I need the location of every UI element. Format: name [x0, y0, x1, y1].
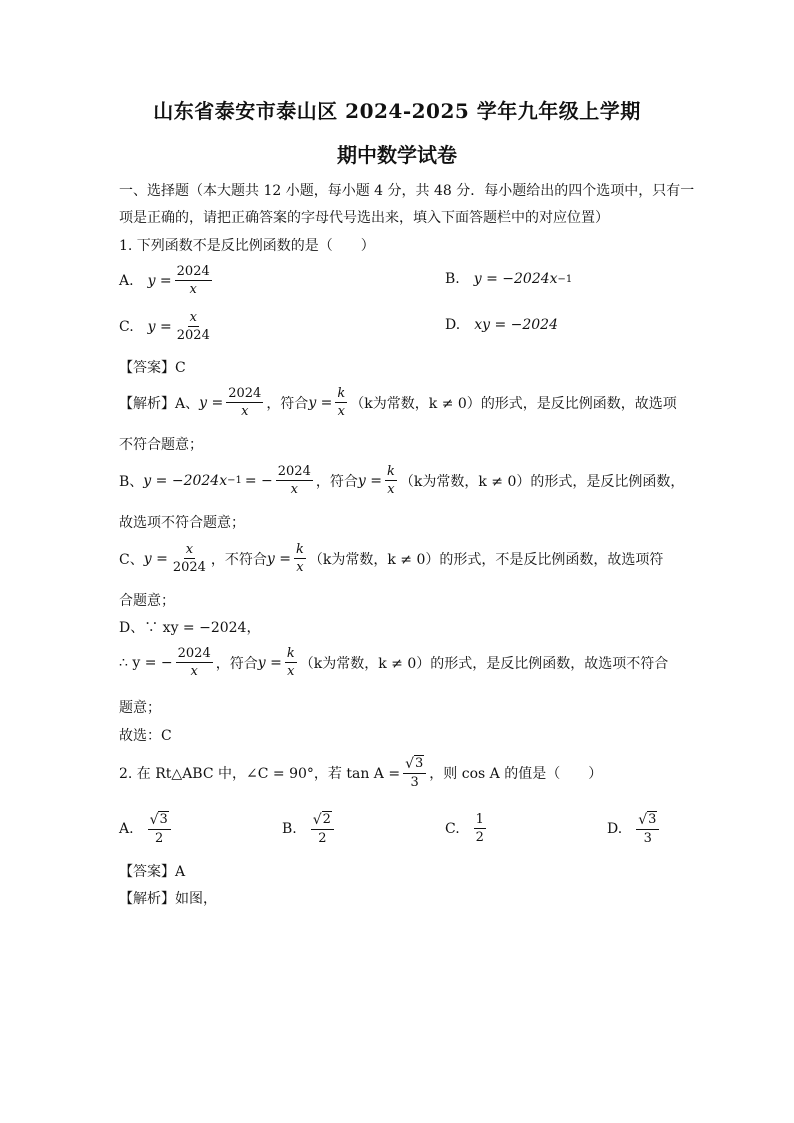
math-lhs: y = — [143, 550, 168, 567]
fraction — [175, 263, 212, 298]
exponent: −1 — [557, 273, 573, 285]
numerator — [403, 755, 426, 774]
q2-option-a — [119, 811, 174, 847]
numerator: k — [337, 386, 346, 401]
k-condition: （k为常数，k ≠ 0） — [399, 473, 531, 490]
radicand: 3 — [159, 812, 168, 827]
fraction — [285, 645, 297, 680]
stem-prefix: 2. 在 Rt△ABC 中，∠C = 90°，若 tan A = — [119, 766, 401, 782]
radicand: 3 — [648, 812, 657, 827]
sqrt-icon: √ — [405, 756, 415, 772]
fits-text: ，符合 — [266, 395, 309, 412]
numerator — [636, 811, 659, 830]
denominator: x — [337, 404, 346, 419]
denominator: 2 — [155, 831, 164, 846]
fraction — [636, 811, 659, 847]
option-label: B. — [445, 271, 460, 287]
q1-explanation-d: D、∵ xy = −2024， — [119, 620, 261, 636]
section-heading-line1: 一、选择题（本大题共 12 小题，每小题 4 分，共 48 分．每小题给出的四个选项中，只有一 — [119, 183, 695, 199]
math-lhs: y = — [147, 272, 172, 289]
sqrt — [150, 811, 169, 828]
fraction — [175, 309, 212, 344]
q2-answer: 【答案】A — [119, 864, 186, 880]
fraction — [474, 811, 486, 846]
math-expression: y = −2024x — [143, 472, 228, 489]
fits-text: ，符合 — [215, 655, 258, 672]
fraction — [311, 811, 334, 847]
math-lhs: ∴ y = − — [119, 654, 173, 671]
radicand: 2 — [322, 812, 331, 827]
denominator: x — [290, 482, 298, 497]
numerator — [311, 811, 334, 830]
denominator: 3 — [410, 775, 419, 790]
numerator: 2024 — [228, 386, 262, 401]
numerator: x — [189, 310, 197, 325]
k-condition: （k为常数，k ≠ 0） — [308, 551, 440, 568]
denominator: 3 — [643, 831, 652, 846]
denominator: x — [296, 560, 304, 575]
math-lhs: y = — [266, 550, 291, 567]
denominator: x — [190, 664, 198, 679]
numerator: k — [286, 646, 295, 661]
numerator: x — [185, 542, 194, 557]
q1-explanation-b — [119, 463, 684, 498]
denominator: 2024 — [172, 560, 206, 575]
q2-option-d — [607, 811, 662, 847]
conclusion-text: 的形式，是反比例函数，故选项 — [480, 395, 677, 412]
sqrt-icon: √ — [638, 812, 648, 828]
fraction — [294, 541, 306, 576]
option-label: A. — [119, 821, 134, 837]
stem-suffix: ，则 cos A 的值是（ ） — [429, 766, 603, 782]
math-lhs: y = — [199, 394, 224, 411]
math-lhs: y = — [147, 318, 172, 335]
math-equals: = − — [244, 472, 273, 489]
numerator: 2024 — [177, 646, 211, 661]
option-label: C. — [445, 820, 460, 837]
conclusion-text: 的形式，不是反比例函数，故选项符 — [439, 551, 664, 568]
denominator: x — [287, 664, 295, 679]
q1-option-d — [445, 317, 558, 333]
fraction — [385, 463, 397, 498]
fraction — [171, 541, 208, 576]
q2-option-c — [445, 811, 489, 846]
notfits-text: ，不符合 — [210, 551, 267, 568]
math-lhs: y = — [357, 472, 382, 489]
fraction — [335, 385, 347, 420]
item-prefix: B、 — [119, 473, 144, 490]
math-expression: xy = −2024 — [474, 317, 558, 333]
q2-stem — [119, 755, 602, 791]
exam-subtitle: 期中数学试卷 — [337, 143, 457, 167]
sqrt-icon: √ — [312, 812, 322, 828]
sqrt — [313, 811, 332, 828]
q1-explanation-c — [119, 541, 663, 576]
item-prefix: A、 — [175, 395, 200, 412]
q1-explanation-a — [119, 385, 677, 420]
fraction — [403, 755, 426, 791]
item-prefix: C、 — [119, 551, 144, 568]
sqrt — [405, 755, 424, 772]
q2-option-b — [282, 811, 337, 847]
k-condition: （k为常数，k ≠ 0） — [350, 395, 481, 412]
math-lhs: y = — [257, 654, 282, 671]
exam-title: 山东省泰安市泰山区 2024-2025 学年九年级上学期 — [153, 99, 641, 123]
q1-explanation-d-tail: 题意； — [119, 700, 161, 716]
q1-explanation-b-tail: 故选项不符合题意； — [119, 515, 245, 531]
denominator: 2024 — [176, 328, 210, 343]
denominator: x — [189, 282, 197, 297]
denominator: 2 — [318, 831, 327, 846]
math-expression: y = −2024x — [473, 271, 558, 287]
q1-option-b — [445, 271, 572, 287]
q1-explanation-a-tail: 不符合题意； — [119, 437, 203, 453]
sqrt-icon: √ — [149, 812, 159, 828]
fraction — [276, 463, 313, 498]
explanation-label: 【解析】 — [119, 395, 175, 412]
numerator: 1 — [475, 812, 484, 827]
q1-choice: 故选：C — [119, 728, 172, 744]
sqrt — [638, 811, 657, 828]
denominator: x — [387, 482, 395, 497]
section-heading-line2: 项是正确的，请把正确答案的字母代号选出来，填入下面答题栏中的对应位置） — [119, 210, 609, 226]
q1-option-c — [119, 309, 215, 344]
numerator: k — [296, 542, 304, 557]
option-label: D. — [607, 821, 623, 837]
numerator — [148, 811, 171, 830]
q1-stem: 1. 下列函数不是反比例函数的是（ ） — [119, 238, 375, 254]
q1-explanation-c-tail: 合题意； — [119, 593, 175, 609]
fraction — [226, 385, 263, 420]
fraction — [148, 811, 171, 847]
q1-option-a — [119, 263, 215, 298]
numerator: k — [386, 464, 395, 479]
q2-explanation: 【解析】如图， — [119, 891, 217, 907]
numerator: 2024 — [176, 264, 210, 279]
denominator: x — [241, 404, 249, 419]
conclusion-text: 的形式，是反比例函数，故选项不符合 — [430, 655, 669, 672]
q1-answer: 【答案】C — [119, 360, 186, 376]
exponent: −1 — [227, 475, 242, 486]
option-label: A. — [119, 272, 134, 289]
option-label: B. — [282, 821, 297, 837]
numerator: 2024 — [277, 464, 311, 479]
q1-explanation-d2 — [119, 645, 668, 680]
fits-text: ，符合 — [315, 473, 358, 490]
option-label: C. — [119, 318, 134, 335]
fraction — [176, 645, 213, 680]
math-lhs: y = — [308, 394, 333, 411]
k-condition: （k为常数，k ≠ 0） — [299, 655, 431, 672]
conclusion-text: 的形式，是反比例函数， — [530, 473, 685, 490]
radicand: 3 — [415, 756, 424, 771]
option-label: D. — [445, 317, 461, 333]
denominator: 2 — [475, 830, 484, 845]
